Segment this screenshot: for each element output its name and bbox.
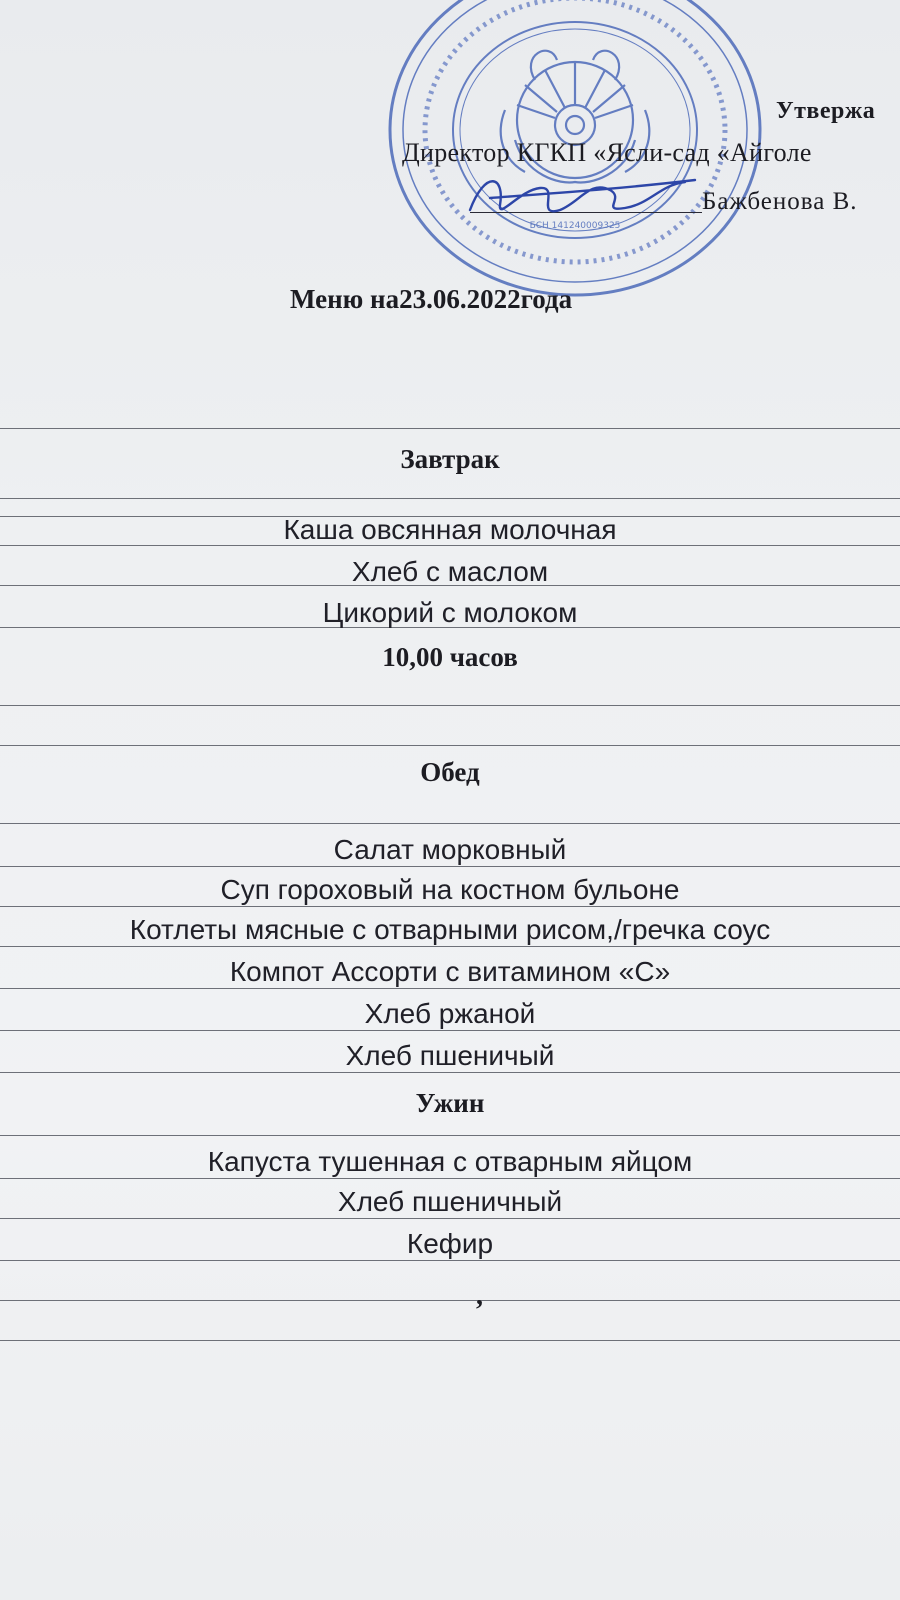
- ruled-line: [0, 1030, 900, 1031]
- dish-item: Компот Ассорти с витамином «С»: [229, 956, 671, 987]
- ruled-line: [0, 988, 900, 989]
- section-heading-breakfast: Завтрак: [400, 444, 500, 474]
- ruled-line: [0, 866, 900, 867]
- signature-line: [470, 212, 702, 213]
- ruled-line: [0, 1300, 900, 1301]
- dish-item: Хлеб ржаной: [364, 998, 536, 1029]
- dish-item: Хлеб пшеничный: [337, 1186, 563, 1217]
- approval-director: Директор КГКП «Ясли-сад «Айголе: [402, 138, 812, 167]
- ruled-line: [0, 1135, 900, 1136]
- dish-item: Капуста тушенная с отварным яйцом: [207, 1146, 693, 1177]
- ruled-line: [0, 1260, 900, 1261]
- ruled-line: [0, 745, 900, 746]
- dish-item: Цикорий с молоком: [322, 597, 578, 628]
- stamp-id-number: БСН 141240009325: [529, 221, 621, 231]
- dish-item: Кефир: [406, 1228, 494, 1259]
- section-heading-snack: 10,00 часов: [382, 642, 518, 672]
- ruled-line: [0, 705, 900, 706]
- ruled-line: [0, 498, 900, 499]
- ruled-line: [0, 906, 900, 907]
- ruled-line: [0, 1340, 900, 1341]
- approval-title: Утвержа: [776, 98, 876, 124]
- dish-item: Каша овсянная молочная: [283, 514, 617, 545]
- ruled-line: [0, 1178, 900, 1179]
- ruled-line: [0, 428, 900, 429]
- dish-item: Суп гороховый на костном бульоне: [220, 874, 680, 905]
- section-heading-lunch: Обед: [420, 757, 480, 787]
- ruled-line: [0, 1218, 900, 1219]
- ruled-line: [0, 946, 900, 947]
- dish-item: Хлеб пшеничый: [345, 1040, 555, 1071]
- approval-name: Бажбенова В.: [702, 188, 858, 215]
- dish-item: Котлеты мясные с отварными рисом,/гречка соус: [129, 914, 771, 945]
- section-heading-dinner: Ужин: [415, 1088, 485, 1118]
- dish-item: Салат морковный: [333, 834, 567, 865]
- dish-item: Хлеб с маслом: [351, 556, 549, 587]
- stray-mark: ,: [476, 1280, 483, 1311]
- ruled-line: [0, 823, 900, 824]
- ruled-line: [0, 1072, 900, 1073]
- menu-title: Меню на23.06.2022года: [290, 284, 573, 314]
